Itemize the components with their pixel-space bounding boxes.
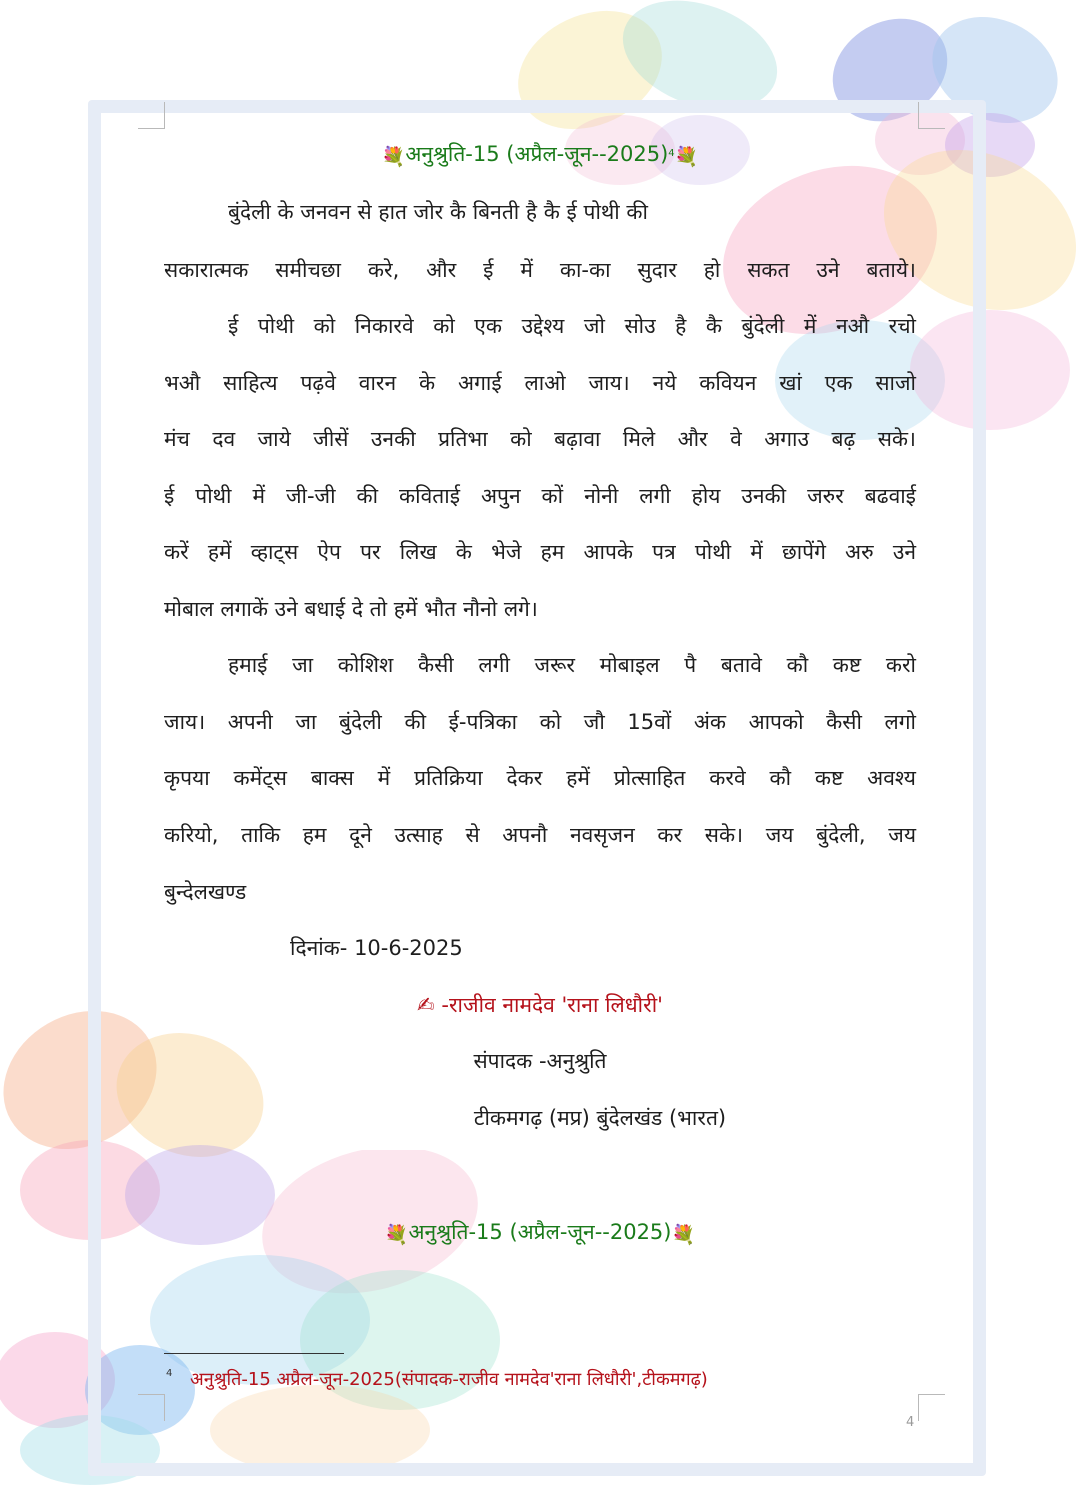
body-line: बुन्देलखण्ड <box>164 880 247 904</box>
body-line: मंच दव जाये जीसें उनकी प्रतिभा को बढ़ावा मिले और वे अगाउ बढ़ सके। <box>164 427 916 451</box>
page-title <box>0 139 1080 172</box>
crop-mark-bottom-left <box>138 1394 165 1421</box>
body-line: करियो, ताकि हम दूने उत्साह से अपनौ नवसृजन कर सके। जय बुंदेली, जय <box>164 823 916 847</box>
body-line: भऔ साहित्य पढ़वे वारन के अगाई लाओ जाय। नये कवियन खां एक साजो <box>164 371 916 395</box>
footer-title <box>0 1217 1080 1250</box>
signature-name <box>0 990 1080 1020</box>
body-line: कृपया कमेंट्स बाक्स में प्रतिक्रिया देकर हमें प्रोत्साहित करवे कौ कष्ट अवश्य <box>164 766 916 790</box>
flower-bouquet-icon: 💐 <box>381 146 406 168</box>
flower-bouquet-icon: 💐 <box>384 1224 409 1246</box>
flower-bouquet-icon: 💐 <box>674 146 699 168</box>
body-line: हमाई जा कोशिश कैसी लगी जरूर मोबाइल पै बतावे कौ कष्ट करो <box>228 653 916 677</box>
footnote-text: अनुश्रुति-15 अप्रैल-जून-2025(संपादक-राजीव नामदेव'राना लिधौरी',टीकमगढ़) <box>190 1369 708 1390</box>
crop-mark-top-right <box>918 102 945 129</box>
footnote-reference: 4 <box>668 148 675 159</box>
body-line: मोबाल लगाकें उने बधाई दे तो हमें भौत नौनो लगे। <box>164 597 538 621</box>
body-line: जाय। अपनी जा बुंदेली की ई-पत्रिका को जौ 15वों अंक आपको कैसी लगो <box>164 710 916 734</box>
footnote-number: 4 <box>166 1368 173 1379</box>
flower-bouquet-icon: 💐 <box>671 1224 696 1246</box>
crop-mark-bottom-right <box>918 1394 945 1421</box>
page-title-text: अनुश्रुति-15 (अप्रैल-जून--2025) <box>405 142 669 166</box>
body-line: ई पोथी को निकारवे को एक उद्देश्य जो सोउ है कै बुंदेली में नऔ रचो <box>228 314 916 338</box>
body-line: करें हमें व्हाट्स ऐप पर लिख के भेजे हम आपके पत्र पोथी में छापेंगे अरु उने <box>164 540 916 564</box>
body-line: सकारात्मक समीचछा करे, और ई में का-का सुदार हो सकत उने बताये। <box>164 258 916 282</box>
footnote-rule <box>164 1353 344 1354</box>
footer-title-text: अनुश्रुति-15 (अप्रैल-जून--2025) <box>408 1220 672 1244</box>
body-line: ई पोथी में जी-जी की कविताई अपुन कों नोनी लगी होय उनकी जरुर बढवाई <box>164 484 916 508</box>
signature-name-text: -राजीव नामदेव 'राना लिधौरी' <box>441 993 663 1017</box>
signature-role: संपादक -अनुश्रुति <box>473 1049 607 1073</box>
signature-place: टीकमगढ़ (मप्र) बुंदेलखंड (भारत) <box>473 1106 727 1130</box>
body-line: बुंदेली के जनवन से हात जोर कै बिनती है कै ई पोथी की <box>228 200 648 224</box>
crop-mark-top-left <box>138 102 165 129</box>
date: दिनांक- 10-6-2025 <box>290 936 463 960</box>
page-number: 4 <box>906 1415 915 1430</box>
pen-icon: ✍ <box>417 993 435 1017</box>
